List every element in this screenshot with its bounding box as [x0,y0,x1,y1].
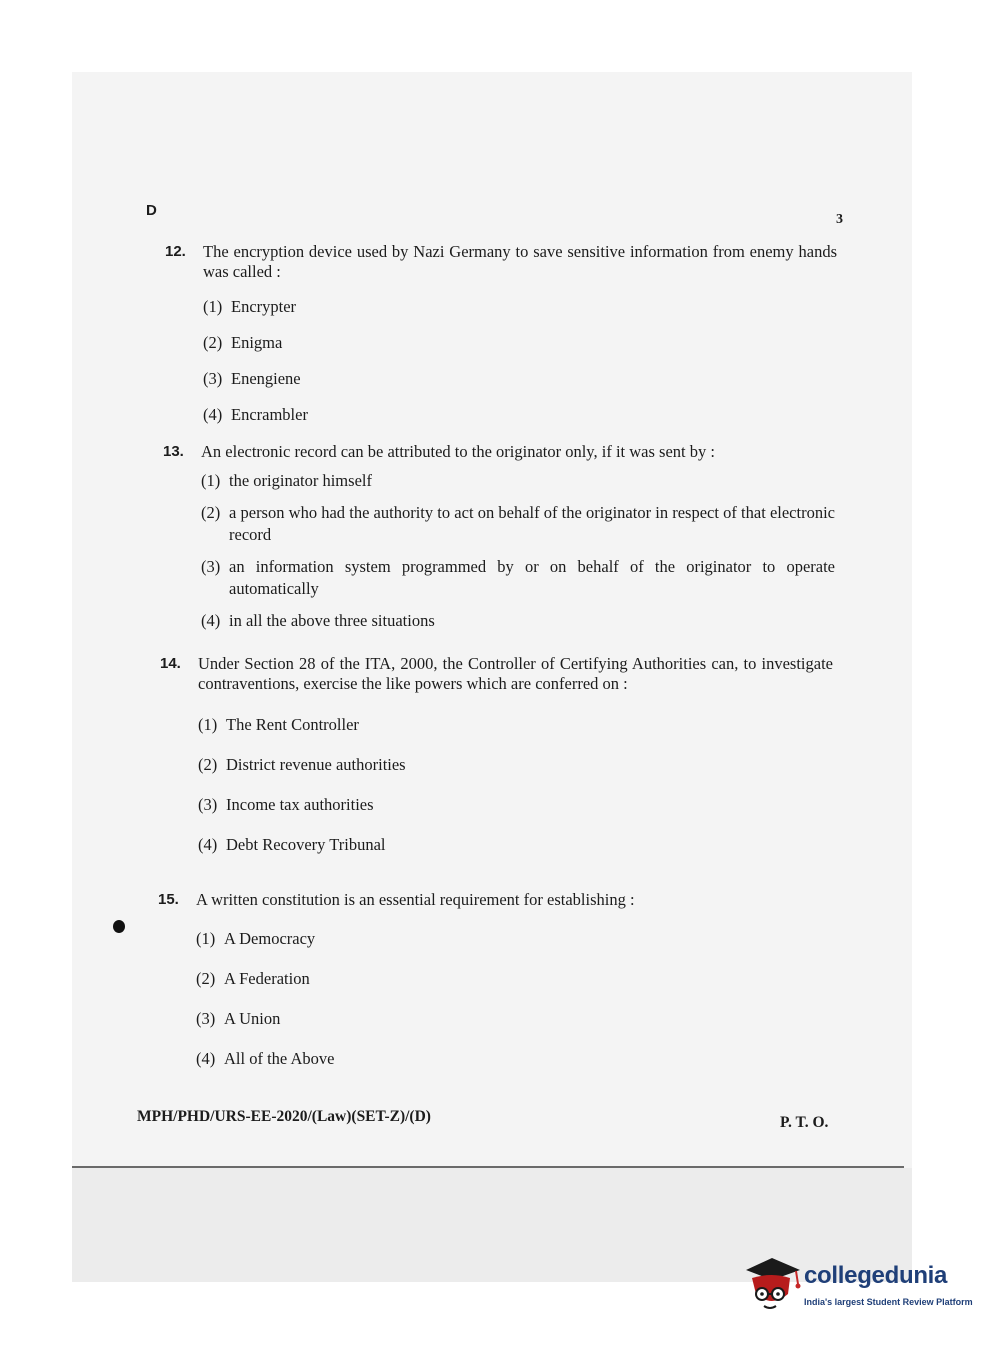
option-1 [196,928,833,950]
page-number: 3 [836,212,843,227]
option-4 [198,834,833,856]
option-2 [196,968,833,990]
option-label: (1) [203,297,223,316]
option-4 [203,404,837,426]
please-turn-over: P. T. O. [780,1114,829,1131]
option-4 [196,1048,833,1070]
option-text: Income tax authorities [226,795,374,814]
option-text: the originator himself [229,471,372,490]
option-label: (2) [198,755,218,774]
option-label: (1) [201,471,221,490]
option-text: Encrambler [231,405,308,424]
option-2 [203,332,837,354]
option-text: Enigma [231,333,283,352]
question-12 [165,242,837,426]
option-text: Debt Recovery Tribunal [226,835,386,854]
question-number: 15. [158,891,179,908]
option-text: an information system programmed by or on behalf of the originator to operate automatically [229,557,835,598]
paper-code: MPH/PHD/URS-EE-2020/(Law)(SET-Z)/(D) [137,1108,431,1125]
question-number: 13. [163,443,184,460]
option-3 [203,368,837,390]
option-text: A Democracy [224,929,316,948]
question-text: Under Section 28 of the ITA, 2000, the Controller of Certifying Authorities can, to investigate contraventions, exercise the like powers which are conferred on : [198,654,833,693]
option-2 [198,754,833,776]
margin-ink-mark [113,920,125,933]
question-text: The encryption device used by Nazi Germany to save sensitive information from enemy hands was called : [203,242,837,281]
option-label: (1) [198,715,218,734]
option-1 [198,714,833,736]
question-number: 14. [160,655,181,672]
option-2 [201,502,835,546]
question-number: 12. [165,243,186,260]
option-text: Encrypter [231,297,297,316]
options-list [201,470,835,632]
question-15 [158,890,833,1070]
paper-fold-line [72,1166,904,1168]
question-text: An electronic record can be attributed to the originator only, if it was sent by : [201,442,715,461]
options-list [198,714,833,856]
graduate-mascot-icon [742,1250,804,1320]
option-4 [201,610,835,632]
collegedunia-watermark [742,1250,972,1320]
option-label: (4) [203,405,223,424]
options-list [203,296,837,426]
option-label: (4) [196,1049,216,1068]
question-text: A written constitution is an essential requirement for establishing : [196,890,635,909]
set-letter: D [146,202,157,219]
option-text: The Rent Controller [226,715,359,734]
option-text: in all the above three situations [229,611,435,630]
option-label: (3) [196,1009,216,1028]
options-list [196,928,833,1070]
option-1 [203,296,837,318]
option-text: a person who had the authority to act on behalf of the originator in respect of that electronic record [229,503,835,544]
option-text: District revenue authorities [226,755,406,774]
option-label: (3) [201,557,221,576]
option-1 [201,470,835,492]
option-label: (3) [203,369,223,388]
option-label: (2) [196,969,216,988]
option-3 [201,556,835,600]
logo-brand-name: collegedunia [804,1262,948,1289]
option-3 [198,794,833,816]
option-label: (2) [203,333,223,352]
option-label: (4) [198,835,218,854]
option-3 [196,1008,833,1030]
option-label: (1) [196,929,216,948]
option-text: A Federation [224,969,310,988]
option-label: (2) [201,503,221,522]
option-text: Enengiene [231,369,301,388]
option-label: (4) [201,611,221,630]
logo-tagline: India's largest Student Review Platform [804,1297,973,1307]
option-label: (3) [198,795,218,814]
question-14 [160,654,833,856]
question-13 [163,442,835,632]
option-text: All of the Above [224,1049,335,1068]
option-text: A Union [224,1009,281,1028]
